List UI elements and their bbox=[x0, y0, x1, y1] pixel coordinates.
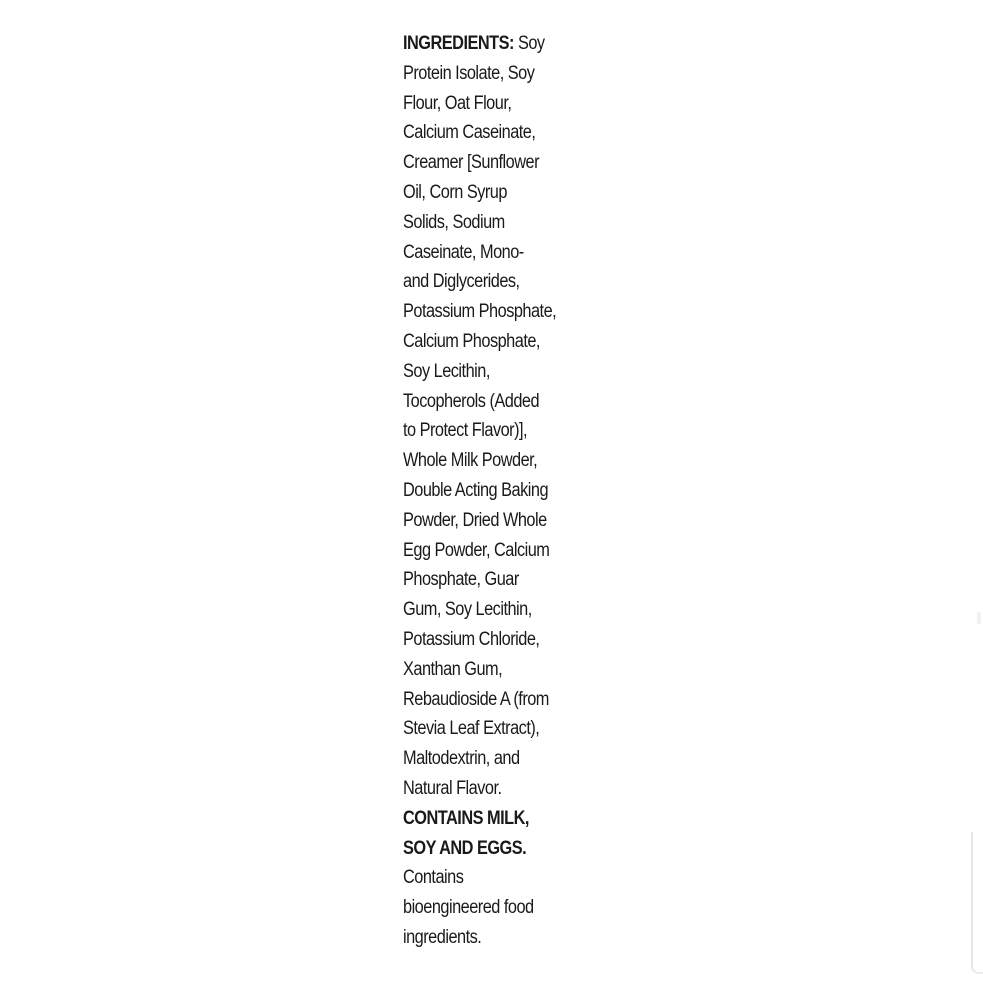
ingredient-line: Tocopherols (Added bbox=[403, 390, 540, 412]
ingredient-line: Caseinate, Mono- bbox=[403, 241, 524, 263]
ingredient-line: Gum, Soy Lecithin, bbox=[403, 599, 532, 621]
ingredient-line: Flour, Oat Flour, bbox=[403, 92, 512, 114]
ingredient-line: Maltodextrin, and bbox=[403, 748, 520, 770]
ingredient-line: Stevia Leaf Extract), bbox=[403, 718, 540, 740]
edge-artifact bbox=[977, 612, 981, 624]
ingredient-line: Soy Lecithin, bbox=[403, 360, 490, 382]
ingredients-heading: INGREDIENTS: bbox=[403, 33, 514, 54]
ingredients-first-line-rest: Soy bbox=[513, 33, 545, 54]
ingredient-line: Whole Milk Powder, bbox=[403, 450, 538, 472]
ingredients-heading-line bbox=[403, 29, 575, 59]
ingredient-line: Xanthan Gum, bbox=[403, 658, 503, 680]
edge-artifact bbox=[971, 832, 983, 974]
ingredient-line: Solids, Sodium bbox=[403, 211, 505, 233]
ingredient-line: Potassium Chloride, bbox=[403, 628, 540, 650]
ingredient-line: Calcium Caseinate, bbox=[403, 122, 536, 144]
allergen-warning-line: SOY AND EGGS. bbox=[403, 837, 527, 859]
ingredient-line: Oil, Corn Syrup bbox=[403, 181, 507, 203]
ingredient-line: and Diglycerides, bbox=[403, 271, 520, 293]
ingredients-label bbox=[403, 29, 575, 953]
bioengineered-disclosure-line: ingredients. bbox=[403, 926, 482, 948]
ingredient-line: Rebaudioside A (from bbox=[403, 688, 549, 710]
ingredient-line: Double Acting Baking bbox=[403, 479, 549, 501]
ingredient-line: Powder, Dried Whole bbox=[403, 509, 547, 531]
ingredient-line: Protein Isolate, Soy bbox=[403, 62, 535, 84]
ingredient-line: Creamer [Sunflower bbox=[403, 152, 540, 174]
allergen-warning-line: CONTAINS MILK, bbox=[403, 807, 529, 829]
ingredient-line: Natural Flavor. bbox=[403, 777, 502, 799]
ingredient-line: Phosphate, Guar bbox=[403, 569, 519, 591]
bioengineered-disclosure-line: bioengineered food bbox=[403, 897, 534, 919]
ingredient-line: Potassium Phosphate, bbox=[403, 301, 557, 323]
bioengineered-disclosure-line: Contains bbox=[403, 867, 464, 889]
ingredient-line: to Protect Flavor)], bbox=[403, 420, 528, 442]
ingredient-line: Calcium Phosphate, bbox=[403, 330, 540, 352]
ingredient-line: Egg Powder, Calcium bbox=[403, 539, 550, 561]
